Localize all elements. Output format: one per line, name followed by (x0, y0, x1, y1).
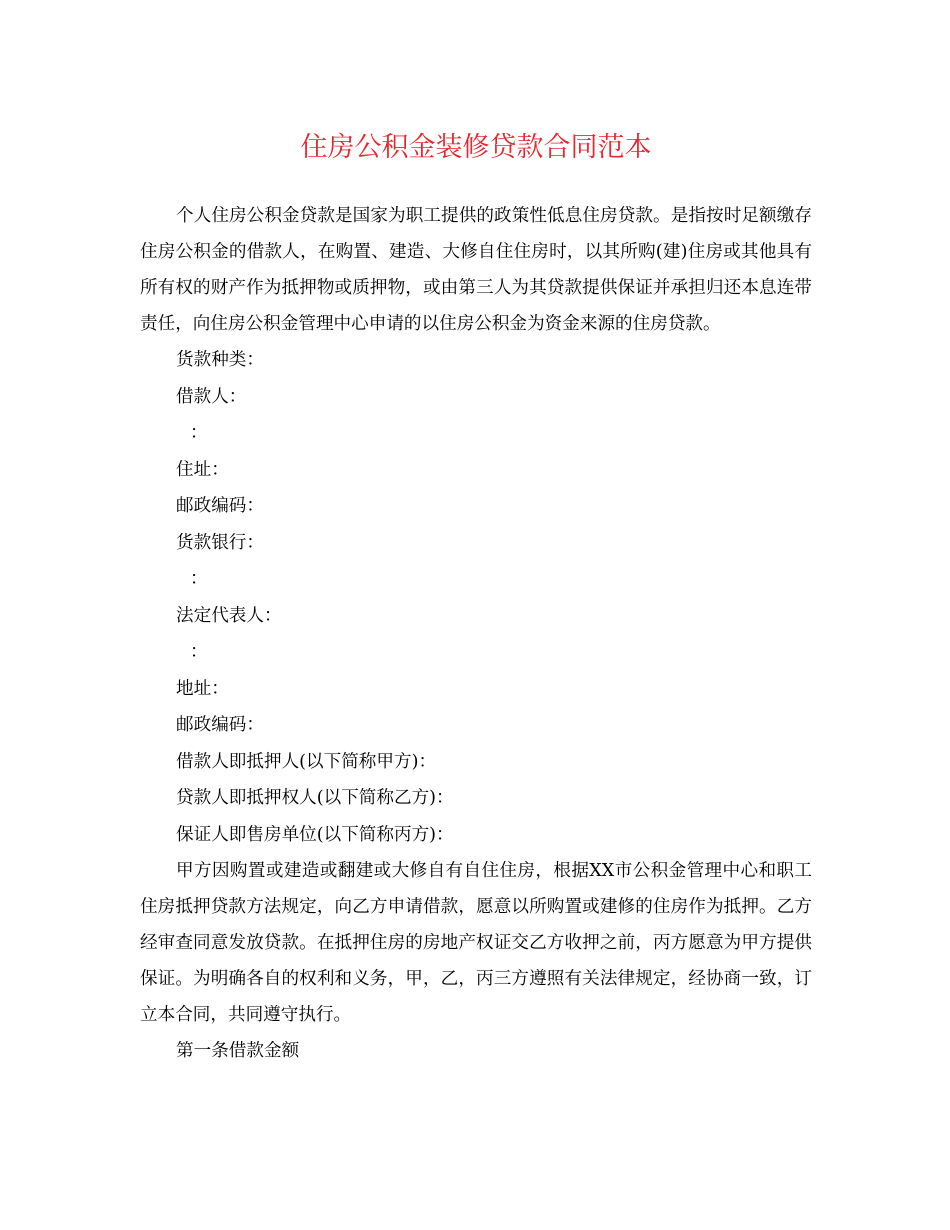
field-bank-address: 地址： (176, 678, 229, 699)
field-blank-colon: ： (190, 569, 208, 589)
field-postcode: 邮政编码： (176, 496, 264, 516)
field-party-b: 贷款人即抵押权人(以下简称乙方)： (176, 788, 454, 808)
field-bank-postcode: 邮政编码： (176, 715, 264, 735)
intro-paragraph: 个人住房公积金贷款是国家为职工提供的政策性低息住房贷款。是指按时足额缴存住房公积金的借款人，在购置、建造、大修自住住房时，以其所购(建)住房或其他具有所有权的财产作为抵押物或质押物，或由第三人为其贷款提供保证并承担归还本息连带责任，向住房公积金管理中心申请的以住房公积金为资金来源的住房贷款。 (140, 206, 812, 334)
field-address: 住址： (176, 459, 229, 480)
field-legal-representative: 法定代表人： (176, 605, 282, 626)
document-title: 住房公积金装修贷款合同范本 (300, 132, 652, 163)
field-borrower: 借款人： (176, 386, 247, 407)
field-party-a: 借款人即抵押人(以下简称甲方)： (176, 751, 437, 772)
field-blank-colon: ： (190, 423, 208, 443)
field-blank-colon: ： (190, 642, 208, 662)
section-heading: 第一条借款金额 (176, 1041, 300, 1061)
body-paragraph: 甲方因购置或建造或翻建或大修自有自住住房，根据XX市公积金管理中心和职工住房抵押贷款方法规定，向乙方申请借款，愿意以所购置或建修的住房作为抵押。乙方经审查同意发放贷款。在抵押住房的房地产权证交乙方收押之前，丙方愿意为甲方提供保证。为明确各自的权利和义务，甲，乙，丙三方遵照有关法律规定，经协商一致，订立本合同，共同遵守执行。 (140, 861, 812, 1025)
document-page (140, 128, 812, 1070)
field-loan-type: 货款种类： (176, 350, 264, 370)
field-party-c: 保证人即售房单位(以下简称丙方)： (176, 824, 454, 845)
field-lending-bank: 货款银行： (176, 532, 264, 553)
